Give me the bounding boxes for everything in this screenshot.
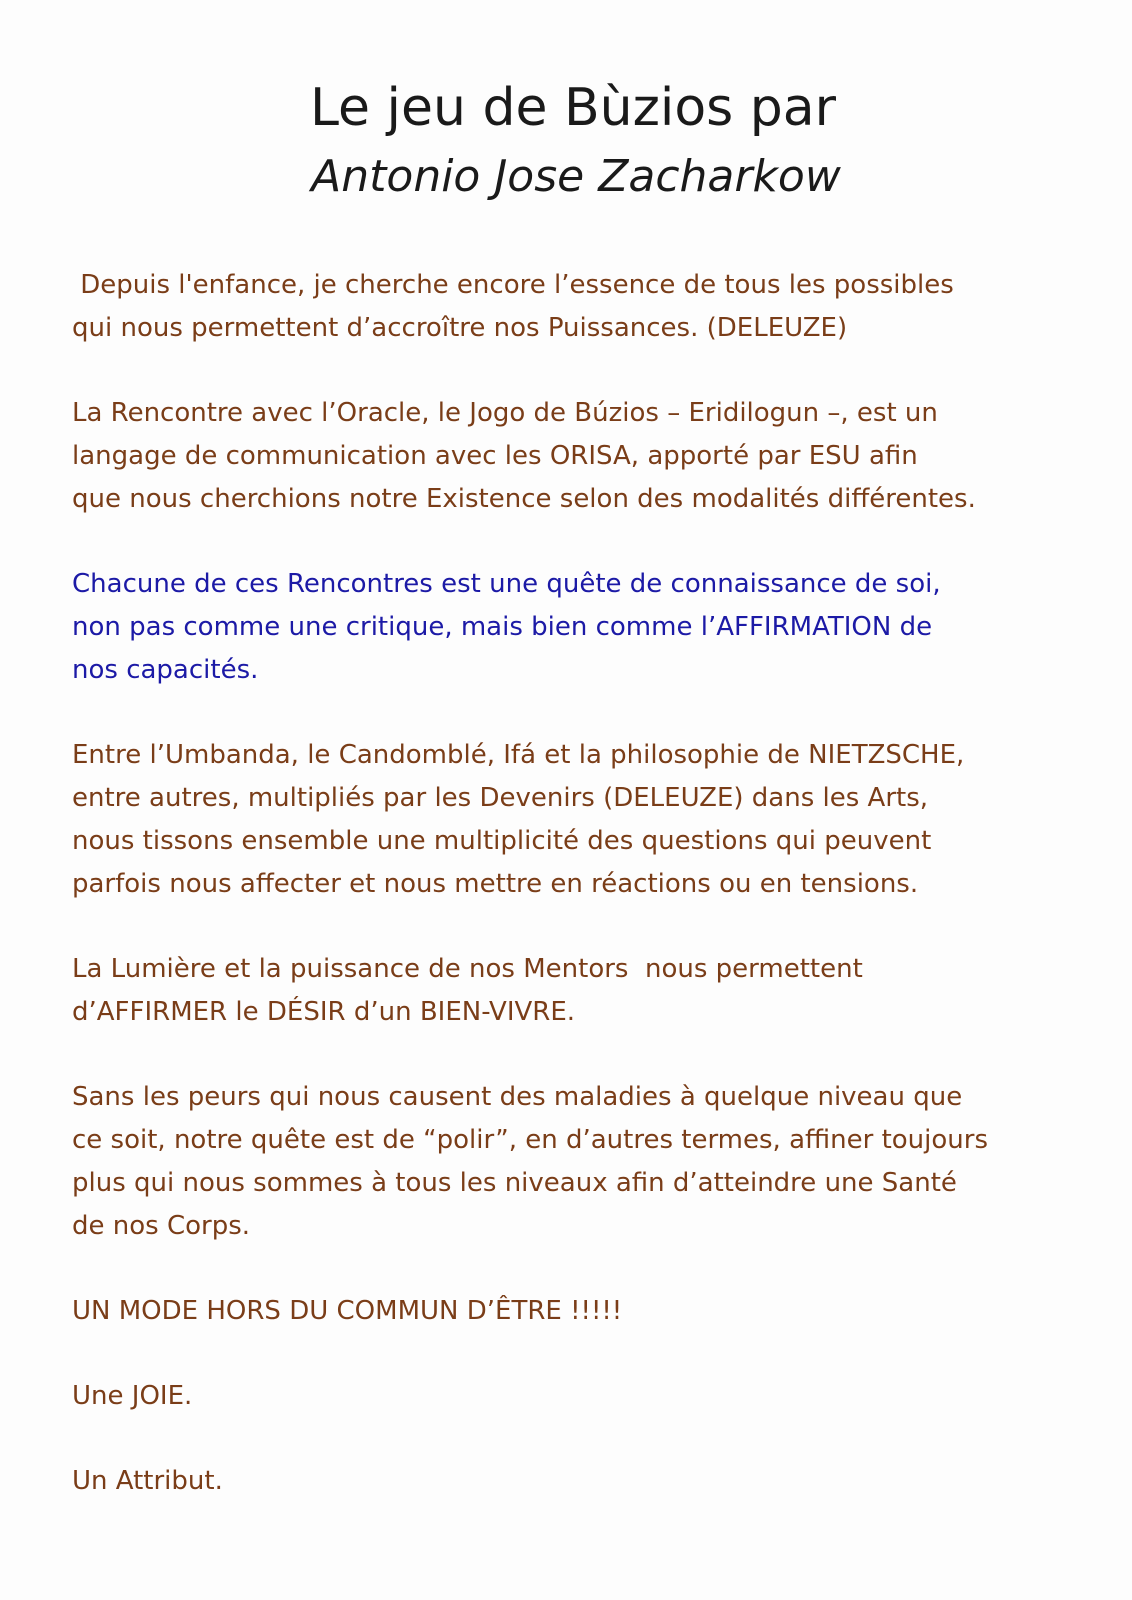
document-title: Le jeu de Bùzios par	[309, 78, 837, 138]
paragraph-lumiere-mentors: La Lumière et la puissance de nos Mentors nous permettent d’AFFIRMER le DÉSIR d’un BIEN-VIVRE.	[72, 954, 863, 1027]
title-block	[0, 72, 1132, 210]
paragraph-enfance: Depuis l'enfance, je cherche encore l’essence de tous les possibles qui nous permettent d’accroître nos Puissances. (DELEUZE)	[72, 270, 954, 343]
paragraph-connaissance-de-soi: Chacune de ces Rencontres est une quête de connaissance de soi, non pas comme une critique, mais bien comme l’AFFIRMATION de nos capacités.	[72, 569, 941, 685]
paragraph-un-attribut: Un Attribut.	[72, 1466, 223, 1496]
document-body	[72, 264, 1072, 1545]
paragraph-rencontre-oracle: La Rencontre avec l’Oracle, le Jogo de Búzios – Eridilogun –, est un langage de communication avec les ORISA, apporté par ESU afin que nous cherchions notre Existence selon des modalités différentes.	[72, 398, 976, 514]
paragraph-une-joie: Une JOIE.	[72, 1381, 193, 1411]
paragraph-mode-hors-du-commun: UN MODE HORS DU COMMUN D’ÊTRE !!!!!	[72, 1296, 623, 1326]
paragraph-sans-les-peurs: Sans les peurs qui nous causent des maladies à quelque niveau que ce soit, notre quête est de “polir”, en d’autres termes, affiner toujours plus qui nous sommes à tous les niveaux afin d’atteindre une Santé de nos Corps.	[72, 1082, 989, 1241]
paragraph-umbanda-candomble: Entre l’Umbanda, le Candomblé, Ifá et la philosophie de NIETZSCHE, entre autres, multipliés par les Devenirs (DELEUZE) dans les Arts, nous tissons ensemble une multiplicité des questions qui peuvent parfois nous affecter et nous mettre en réactions ou en tensions.	[72, 740, 965, 899]
document-author: Antonio Jose Zacharkow	[311, 151, 841, 202]
